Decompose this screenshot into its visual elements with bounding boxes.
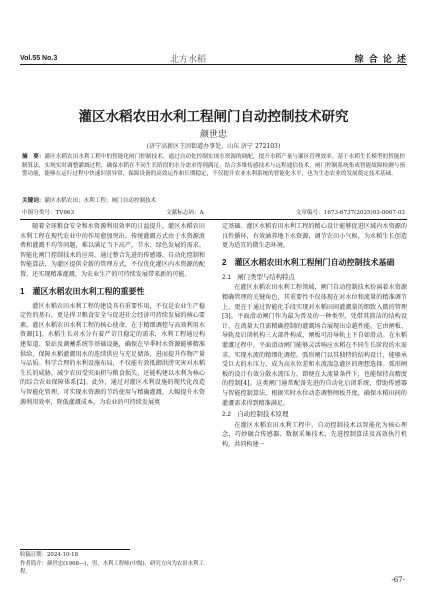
subsection-heading-2-1: 2.1 闸门类型与结构特点 [222,273,295,281]
article-meta [22,208,405,216]
clc-number: 中图分类号：TV663 [22,210,75,216]
journal-name: 北方水稻 [170,55,207,65]
author-bio: 作者简介：颜世忠(1968—)，男，水利工程师(中级)，研究方向为农田水利工程。 [20,560,204,576]
paragraph: 灌区水稻农田水利工程的建设具有重要作用，不仅是农业生产稳定性的基石，更是捍卫粮食安全与促进社会经济可持续发展的核心要素。灌区水稻农田水利工程的核心使命，在于精细调控与高效利用水资源[1]。水稻生长对水分有着严苛且稳定的需求，水利工程通过构建渠道、泵站及调蓄系统等基础设施，确保在旱季时水资源能够精准供给，保障水稻灌溉用水的连续供应与充足储备，进而提升作物产量与品质。科学合理的水利设施布局，不仅能有效抵御洪涝灾害对水稻生长的威胁，减少农田受灾面积与粮食损失，还能构建以水利为核心的综合农业保障体系[2]。此外，通过对灌区水利设施的现代化改造与智能化管理，可实现水资源的节约使用与精确灌溉，大幅提升水资源利用效率，降低灌溉成本，为农业的可持续发展奠 [20,302,205,406]
section-heading-2: 2 灌区水稻农田水利工程闸门自动控制技术基础 [222,257,395,267]
document-code: 文献标志码：A [166,210,204,216]
subsection-heading-2-2: 2.2 自动控制技术原理 [222,411,289,419]
received-date: 收稿日期：2024-10-18 [20,552,79,558]
meta-rule [20,219,407,220]
keywords-label: 关键词： [22,198,45,204]
journal-volume: Vol.55 No.3 [20,55,58,62]
header-rule [20,64,407,65]
paragraph: 在灌区水稻农田水利工程领域，闸门自动控制技术扮演着水资源精确管理的关键角色，其重要性不仅体现在对水位和流量的精准调节上，更在于通过智能化手段实现对水稻田间灌溉量的细致入微的管理[3]。平面滑动闸门作为最为普及的一种类型，凭借其简洁的结构设计，在流量大且需精确控制的灌溉场合展现出卓越性能。它由闸板、导轨及启闭机构三大部件构成，闸板可沿导轨上下自如滑动。在水稻灌溉过程中，平面滑动闸门能够灵活响应水稻在不同生长阶段的水需求，实现水流的精细化调控。弧形闸门以其独特的结构设计，能够承受巨大的水压力，成为高水位差和水流湍急灌区的理想选择。弧形闸板的设计有效分散水流压力，即便在大流量条件下，也能保持高精度的控制[4]。这类闸门通常配备先进的自动化启闭系统，借助传感器与智能控制算法，根据实时水位动态调整闸板开度，确保水稻田间的灌溉需求得到精准满足。 [222,284,407,407]
abstract-label: 摘 要： [22,154,45,160]
keywords [22,196,405,204]
section-heading-1: 1 灌区水稻农田水利工程的重要性 [20,286,145,296]
article-affiliation: (济宁高新区王因街道办事处，山东 济宁 272103) [146,143,281,150]
body-column-left [20,222,205,407]
footnote-rule [20,549,130,550]
page-number: -67- [391,576,405,584]
paragraph: 在灌区水稻农田水利工程中，自动控制技术以智能化为核心理念，巧妙融合传感器、数据采集技术、先进控制算法及高效执行机构，共同构建一 [222,421,407,448]
paragraph: 随着全球粮食安全和水资源利用效率的日益提升，灌区水稻农田水利工程在现代农业中的作用愈加突出。传统灌溉方式由于水资源浪费和灌溉不均等问题，难以满足当下高产、节水、绿色发展的需求。智能化闸门控制技术的应用，通过整合先进的传感器、自动化控制和智能算法，为灌区提供全新的管理方式，不仅优化灌区内水资源的配置，还实现精准灌溉，为农业生产的可持续发展带来新的可能。 [20,223,205,278]
article-author: 颜世忠 [199,130,227,140]
article-title: 灌区水稻农田水利工程闸门自动控制技术研究 [78,109,349,124]
abstract-text: 灌区水稻农田水利工程中的智能化闸门控制技术，通过自动化控制实现水资源的调配，提升水稻产量与灌区管理效率。基于水稻生长模型的智能控制算法，实现实时调整灌溉过程，确保水稻在不同生长阶段的水分需求得到满足。结合多维传感技术与远程通信技术，闸门控制系统集成智能故障检测与预警功能，能够在运行过程中快速识别异常，保障设备的高效运作和长期稳定，不仅提升农业水利系统的智能化水平，也为生态农业的发展奠定技术基础。 [22,154,405,178]
keywords-text: 灌区水稻农田；水利工程；闸门自动控制技术 [44,198,157,204]
column-name: 综 合 论 述 [354,55,407,65]
footnote [20,551,210,577]
abstract [22,153,405,179]
article-number: 文章编号：1673-6737(2025)03-0067-03 [295,210,405,216]
paragraph: 定基础。灌区水稻农田水利工程的精心设计能够促进区域内水资源的良性循环，有效涵养地下水资源，调节农田小气候，为水稻生长创造更为适宜的微生态环境。 [222,223,407,250]
body-column-right [222,222,407,449]
